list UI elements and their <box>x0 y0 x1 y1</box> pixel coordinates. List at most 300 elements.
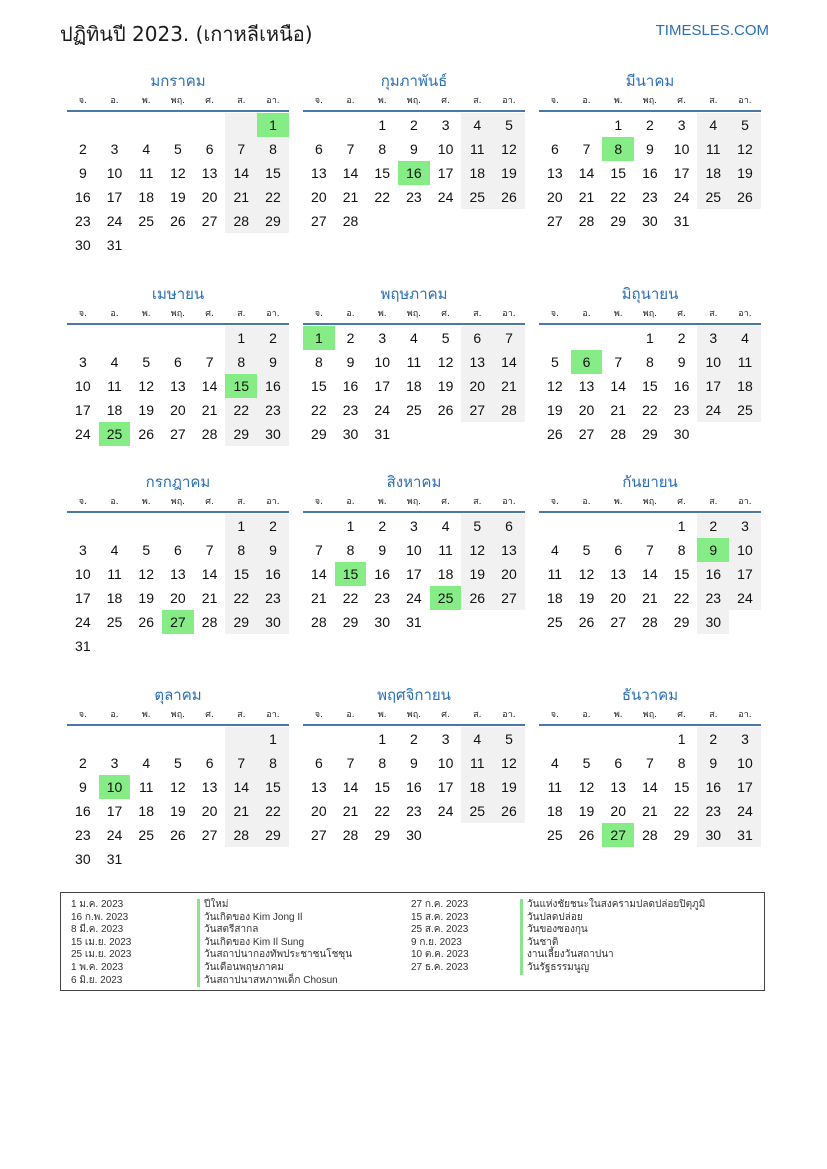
day-cell: 20 <box>578 402 595 418</box>
month-block <box>67 70 289 257</box>
day-cell: 2 <box>257 326 289 350</box>
day-cell: 12 <box>493 751 525 775</box>
day-cell: 27 <box>162 610 194 634</box>
empty-day-cell <box>130 514 162 538</box>
empty-day-cell <box>335 113 367 137</box>
day-cell: 1 <box>225 326 257 350</box>
month-days-grid <box>303 727 525 847</box>
day-cell: 20 <box>201 189 218 205</box>
day-cell: 26 <box>170 827 186 843</box>
day-cell: 14 <box>342 779 359 795</box>
day-cell: 15 <box>374 779 390 795</box>
day-cell: 2 <box>410 117 418 133</box>
month-divider <box>539 511 761 513</box>
day-cell: 22 <box>342 590 359 606</box>
day-cell: 11 <box>138 779 154 795</box>
day-cell: 22 <box>610 189 626 205</box>
month-days-grid <box>67 113 289 257</box>
holiday-name: วันชาติ <box>520 937 705 950</box>
day-cell: 21 <box>642 803 658 819</box>
month-divider <box>303 323 525 325</box>
day-cell: 29 <box>342 614 359 630</box>
weekday-label: พ. <box>613 710 623 720</box>
day-cell: 13 <box>311 779 327 795</box>
day-cell: 3 <box>729 514 761 538</box>
weekday-label: พฤ. <box>642 96 658 106</box>
day-cell: 20 <box>311 803 327 819</box>
weekday-label: พ. <box>141 309 151 319</box>
day-cell: 8 <box>677 542 686 558</box>
day-cell: 29 <box>311 426 327 442</box>
weekday-label: พฤ. <box>406 309 422 319</box>
day-cell: 28 <box>642 827 658 843</box>
weekday-label: อ. <box>582 497 591 507</box>
day-cell: 14 <box>201 378 218 394</box>
day-cell: 18 <box>547 803 563 819</box>
month-days-grid <box>303 326 525 446</box>
day-cell: 13 <box>201 165 218 181</box>
day-cell: 3 <box>677 117 686 133</box>
empty-day-cell <box>130 326 162 350</box>
holiday-date: 10 ต.ค. 2023 <box>411 949 469 961</box>
month-name: มิถุนายน <box>621 285 679 303</box>
holiday-name: วันสถาปนากองทัพประชาชนโชซุน <box>197 949 352 962</box>
day-cell: 15 <box>257 161 289 185</box>
day-cell: 25 <box>547 827 563 843</box>
day-cell: 28 <box>610 426 626 442</box>
day-cell: 1 <box>225 514 257 538</box>
weekday-label: อา. <box>266 710 280 720</box>
day-cell: 19 <box>493 775 525 799</box>
day-cell: 11 <box>107 566 122 582</box>
day-cell: 5 <box>441 330 450 346</box>
day-cell: 29 <box>225 422 257 446</box>
day-cell: 1 <box>614 117 623 133</box>
day-cell: 3 <box>110 755 119 771</box>
holiday-name: วันปลดปล่อย <box>520 912 705 925</box>
day-cell: 9 <box>646 141 654 157</box>
day-cell: 19 <box>729 161 761 185</box>
day-cell: 7 <box>346 141 355 157</box>
empty-day-cell <box>194 326 226 350</box>
day-cell: 26 <box>578 827 595 843</box>
weekday-label: พฤ. <box>406 710 422 720</box>
day-cell: 10 <box>75 378 91 394</box>
month-block <box>539 283 761 446</box>
day-cell: 6 <box>550 141 559 157</box>
weekday-label: อา. <box>266 497 280 507</box>
day-cell: 26 <box>493 799 525 823</box>
day-cell: 24 <box>697 398 729 422</box>
day-cell: 1 <box>646 330 654 346</box>
holiday-names-column-2 <box>520 899 705 975</box>
month-name: มกราคม <box>150 72 206 90</box>
month-divider <box>67 323 289 325</box>
month-days-grid <box>303 113 525 233</box>
day-cell: 17 <box>729 775 761 799</box>
day-cell: 26 <box>461 586 493 610</box>
weekday-label: อ. <box>110 497 119 507</box>
holiday-date: 1 ม.ค. 2023 <box>71 899 124 910</box>
day-cell: 26 <box>547 426 563 442</box>
holiday-name: วันรัฐธรรมนูญ <box>520 962 705 975</box>
day-cell: 10 <box>729 538 761 562</box>
month-name: เมษายน <box>151 285 205 303</box>
month-block <box>303 283 525 446</box>
day-cell: 6 <box>205 141 214 157</box>
day-cell: 10 <box>75 566 91 582</box>
page-title: ปฏิทินปี 2023. (เกาหลีเหนือ) <box>60 22 313 46</box>
holiday-name: วันสถาปนาสหภาพเด็ก Chosun <box>197 975 352 988</box>
day-cell: 14 <box>342 165 359 181</box>
weekday-label: พ. <box>377 309 387 319</box>
day-cell: 30 <box>75 851 91 867</box>
weekday-label: ศ. <box>205 710 214 720</box>
day-cell: 6 <box>174 354 182 370</box>
weekday-label: อา. <box>738 309 752 319</box>
holiday-dates-column-2 <box>411 899 469 975</box>
holiday-name: วันเดือนพฤษภาคม <box>197 962 352 975</box>
day-cell: 26 <box>578 614 595 630</box>
day-cell: 15 <box>311 378 327 394</box>
empty-day-cell <box>67 113 99 137</box>
empty-day-cell <box>335 727 367 751</box>
day-cell: 7 <box>646 755 654 771</box>
month-block <box>67 684 289 871</box>
day-cell: 23 <box>257 398 289 422</box>
day-cell: 9 <box>677 354 686 370</box>
day-cell: 11 <box>107 378 122 394</box>
day-cell: 15 <box>673 779 690 795</box>
day-cell: 2 <box>410 731 418 747</box>
empty-day-cell <box>162 514 194 538</box>
day-cell: 19 <box>578 803 595 819</box>
empty-day-cell <box>99 113 131 137</box>
day-cell: 22 <box>374 803 390 819</box>
day-cell: 23 <box>406 803 422 819</box>
day-cell: 25 <box>99 422 131 446</box>
weekday-label: จ. <box>78 96 87 106</box>
day-cell: 30 <box>257 610 289 634</box>
month-days-grid <box>67 326 289 446</box>
weekday-label: พฤ. <box>170 96 186 106</box>
day-cell: 9 <box>346 354 355 370</box>
day-cell: 14 <box>578 165 595 181</box>
weekday-label: พฤ. <box>406 96 422 106</box>
day-cell: 22 <box>311 402 327 418</box>
day-cell: 25 <box>138 827 154 843</box>
weekday-label: ส. <box>709 710 718 720</box>
day-cell: 7 <box>646 542 654 558</box>
day-cell: 21 <box>201 402 218 418</box>
month-name: กุมภาพันธ์ <box>380 72 448 90</box>
day-cell: 16 <box>257 562 289 586</box>
weekday-label: อ. <box>582 710 591 720</box>
day-cell: 18 <box>138 189 154 205</box>
empty-day-cell <box>571 326 603 350</box>
day-cell: 11 <box>697 137 729 161</box>
day-cell: 2 <box>378 518 387 534</box>
empty-day-cell <box>99 514 131 538</box>
day-cell: 28 <box>493 398 525 422</box>
weekday-label: พ. <box>141 710 151 720</box>
day-cell: 15 <box>257 775 289 799</box>
day-cell: 7 <box>205 354 214 370</box>
holiday-name: วันเกิดของ Kim Jong Il <box>197 912 352 925</box>
day-cell: 1 <box>378 117 387 133</box>
day-cell: 20 <box>610 803 626 819</box>
day-cell: 6 <box>205 755 214 771</box>
weekday-label: อ. <box>110 309 119 319</box>
day-cell: 16 <box>75 803 91 819</box>
day-cell: 21 <box>311 590 327 606</box>
weekday-header <box>303 305 525 323</box>
day-cell: 14 <box>225 161 257 185</box>
day-cell: 10 <box>99 775 131 799</box>
weekday-label: ศ. <box>677 96 686 106</box>
day-cell: 25 <box>697 185 729 209</box>
day-cell: 9 <box>697 538 729 562</box>
day-cell: 17 <box>106 803 123 819</box>
day-cell: 9 <box>257 350 289 374</box>
day-cell: 26 <box>493 185 525 209</box>
site-link[interactable]: TIMESLES.COM <box>655 22 769 39</box>
weekday-label: ส. <box>473 96 482 106</box>
day-cell: 25 <box>430 586 462 610</box>
day-cell: 14 <box>201 566 218 582</box>
day-cell: 16 <box>257 374 289 398</box>
day-cell: 25 <box>729 398 761 422</box>
day-cell: 13 <box>493 538 525 562</box>
day-cell: 9 <box>378 542 387 558</box>
weekday-label: อา. <box>502 710 516 720</box>
day-cell: 12 <box>493 137 525 161</box>
day-cell: 11 <box>438 542 453 558</box>
weekday-label: พฤ. <box>170 497 186 507</box>
month-block <box>67 283 289 446</box>
weekday-label: พฤ. <box>406 497 422 507</box>
day-cell: 19 <box>578 590 595 606</box>
day-cell: 8 <box>257 137 289 161</box>
day-cell: 17 <box>729 562 761 586</box>
day-cell: 19 <box>493 161 525 185</box>
day-cell: 24 <box>729 799 761 823</box>
empty-day-cell <box>67 727 99 751</box>
weekday-header <box>67 92 289 110</box>
empty-day-cell <box>99 727 131 751</box>
empty-day-cell <box>99 326 131 350</box>
day-cell: 3 <box>110 141 119 157</box>
day-cell: 6 <box>461 326 493 350</box>
day-cell: 12 <box>138 566 154 582</box>
day-cell: 1 <box>677 518 686 534</box>
empty-day-cell <box>194 113 226 137</box>
day-cell: 24 <box>75 426 91 442</box>
day-cell: 16 <box>697 775 729 799</box>
day-cell: 25 <box>106 614 123 630</box>
weekday-label: พฤ. <box>170 309 186 319</box>
day-cell: 5 <box>550 354 559 370</box>
weekday-label: อ. <box>346 309 355 319</box>
month-divider <box>539 110 761 112</box>
day-cell: 18 <box>106 590 123 606</box>
holiday-date: 25 ส.ค. 2023 <box>411 924 469 936</box>
weekday-label: อ. <box>582 309 591 319</box>
day-cell: 5 <box>142 542 151 558</box>
day-cell: 20 <box>461 374 493 398</box>
day-cell: 4 <box>110 542 119 558</box>
day-cell: 21 <box>342 189 359 205</box>
holiday-names-column-1 <box>197 899 352 987</box>
day-cell: 28 <box>201 426 218 442</box>
day-cell: 6 <box>493 514 525 538</box>
weekday-label: พฤ. <box>642 710 658 720</box>
weekday-label: ส. <box>709 497 718 507</box>
weekday-label: ส. <box>237 497 246 507</box>
day-cell: 16 <box>342 378 359 394</box>
day-cell: 2 <box>677 330 686 346</box>
day-cell: 25 <box>138 213 154 229</box>
day-cell: 26 <box>729 185 761 209</box>
day-cell: 22 <box>642 402 658 418</box>
empty-day-cell <box>303 727 335 751</box>
day-cell: 30 <box>697 823 729 847</box>
day-cell: 5 <box>493 727 525 751</box>
day-cell: 8 <box>378 755 387 771</box>
holiday-name: วันสตรีสากล <box>197 924 352 937</box>
weekday-label: อา. <box>738 710 752 720</box>
empty-day-cell <box>602 727 634 751</box>
day-cell: 1 <box>378 731 387 747</box>
day-cell: 8 <box>314 354 323 370</box>
weekday-header <box>539 305 761 323</box>
day-cell: 23 <box>642 189 658 205</box>
weekday-label: ศ. <box>441 710 450 720</box>
weekday-label: อา. <box>738 497 752 507</box>
day-cell: 14 <box>225 775 257 799</box>
empty-day-cell <box>539 514 571 538</box>
day-cell: 3 <box>441 731 450 747</box>
month-days-grid <box>539 514 761 634</box>
holiday-dates-column-1 <box>71 899 131 987</box>
day-cell: 9 <box>410 141 418 157</box>
weekday-label: จ. <box>78 309 87 319</box>
holiday-list <box>60 892 765 991</box>
holiday-name: วันของซองกุน <box>520 924 705 937</box>
weekday-label: จ. <box>550 96 559 106</box>
day-cell: 2 <box>78 141 87 157</box>
month-block <box>67 471 289 658</box>
weekday-label: จ. <box>550 497 559 507</box>
day-cell: 11 <box>461 137 493 161</box>
day-cell: 18 <box>461 775 493 799</box>
holiday-date: 16 ก.พ. 2023 <box>71 911 129 923</box>
day-cell: 3 <box>78 354 87 370</box>
day-cell: 7 <box>346 755 355 771</box>
month-block <box>303 684 525 847</box>
holiday-name: วันเกิดของ Kim Il Sung <box>197 937 352 950</box>
day-cell: 10 <box>374 354 390 370</box>
day-cell: 27 <box>311 213 327 229</box>
day-cell: 18 <box>437 566 454 582</box>
weekday-label: อา. <box>266 96 280 106</box>
month-days-grid <box>539 326 761 446</box>
day-cell: 23 <box>75 827 91 843</box>
day-cell: 7 <box>314 542 323 558</box>
holiday-date: 15 เม.ย. 2023 <box>71 936 132 948</box>
empty-day-cell <box>162 113 194 137</box>
day-cell: 27 <box>311 827 327 843</box>
day-cell: 19 <box>437 378 454 394</box>
day-cell: 10 <box>697 350 729 374</box>
weekday-label: ส. <box>237 710 246 720</box>
day-cell: 30 <box>642 213 658 229</box>
day-cell: 30 <box>257 422 289 446</box>
day-cell: 22 <box>374 189 390 205</box>
day-cell: 28 <box>342 213 359 229</box>
month-name: พฤษภาคม <box>380 285 448 303</box>
day-cell: 2 <box>257 514 289 538</box>
day-cell: 8 <box>602 137 634 161</box>
day-cell: 19 <box>170 189 186 205</box>
day-cell: 2 <box>697 727 729 751</box>
day-cell: 5 <box>493 113 525 137</box>
day-cell: 23 <box>342 402 359 418</box>
day-cell: 12 <box>547 378 563 394</box>
day-cell: 6 <box>314 755 323 771</box>
weekday-label: พ. <box>141 497 151 507</box>
day-cell: 10 <box>437 755 454 771</box>
weekday-label: พ. <box>377 96 387 106</box>
day-cell: 13 <box>547 165 563 181</box>
day-cell: 13 <box>610 779 626 795</box>
day-cell: 18 <box>406 378 422 394</box>
day-cell: 20 <box>610 590 626 606</box>
day-cell: 9 <box>410 755 418 771</box>
day-cell: 21 <box>578 189 595 205</box>
day-cell: 15 <box>374 165 390 181</box>
day-cell: 18 <box>106 402 123 418</box>
day-cell: 13 <box>201 779 218 795</box>
empty-day-cell <box>67 326 99 350</box>
day-cell: 11 <box>547 779 563 795</box>
day-cell: 25 <box>547 614 563 630</box>
day-cell: 3 <box>378 330 387 346</box>
day-cell: 27 <box>201 827 218 843</box>
day-cell: 17 <box>406 566 422 582</box>
day-cell: 4 <box>110 354 119 370</box>
weekday-label: อา. <box>266 309 280 319</box>
day-cell: 1 <box>677 731 686 747</box>
empty-day-cell <box>539 727 571 751</box>
weekday-label: ศ. <box>441 497 450 507</box>
weekday-header <box>539 493 761 511</box>
day-cell: 19 <box>461 562 493 586</box>
month-divider <box>67 511 289 513</box>
day-cell: 10 <box>729 751 761 775</box>
weekday-label: อ. <box>110 710 119 720</box>
day-cell: 4 <box>461 727 493 751</box>
day-cell: 1 <box>257 727 289 751</box>
day-cell: 22 <box>673 803 690 819</box>
day-cell: 7 <box>493 326 525 350</box>
day-cell: 3 <box>78 542 87 558</box>
holiday-date: 8 มี.ค. 2023 <box>71 924 124 936</box>
day-cell: 10 <box>673 141 690 157</box>
weekday-label: อ. <box>110 96 119 106</box>
day-cell: 4 <box>142 755 151 771</box>
day-cell: 2 <box>646 117 654 133</box>
